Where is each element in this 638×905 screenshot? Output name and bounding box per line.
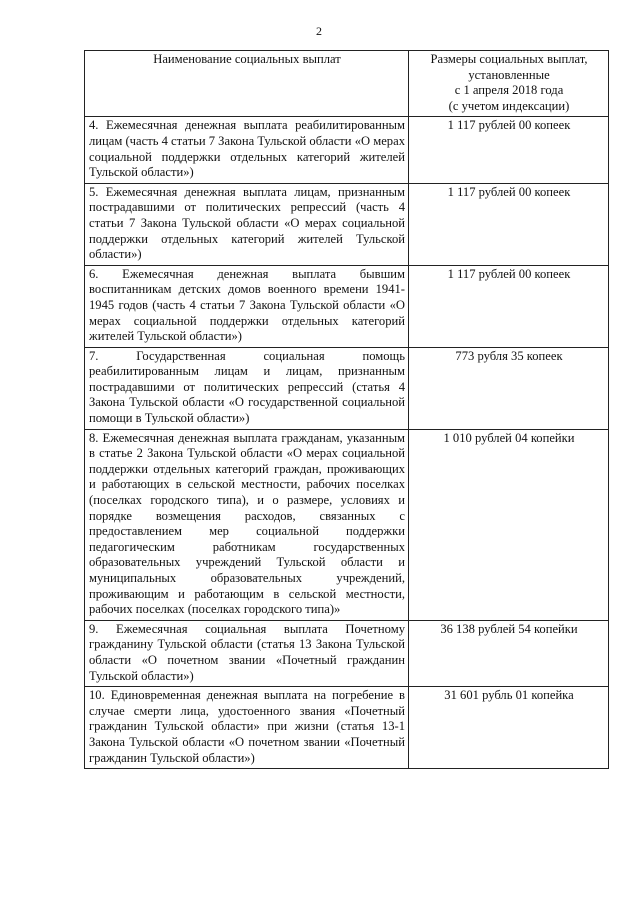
- payment-name: 6. Ежемесячная денежная выплата бывшим воспитанникам детских домов военного времени 1941-1945 годов (часть 4 статьи 7 Закона Тульской области «О мерах социальной поддержки отдельных категорий жителей Тульской области»): [85, 265, 409, 347]
- payment-amount: 1 117 рублей 00 копеек: [409, 117, 609, 183]
- header-amount-line: с 1 апреля 2018 года: [454, 83, 564, 98]
- payment-name: 9. Ежемесячная социальная выплата Почетному гражданину Тульской области (статья 13 Закона Тульской области «О почетном звании «Почетный гражданин Тульской области»): [85, 620, 409, 686]
- payment-amount: 773 рубля 35 копеек: [409, 347, 609, 429]
- payment-name: 5. Ежемесячная денежная выплата лицам, признанным пострадавшими от политических репрессий (часть 4 статьи 7 Закона Тульской области «О мерах социальной поддержки отдельных категорий жителей Тульской области»): [85, 183, 409, 265]
- page-number: 2: [316, 24, 322, 38]
- payment-name: 10. Единовременная денежная выплата на погребение в случае смерти лица, удостоенного звания «Почетный гражданин Тульской области» при жизни (статья 13-1 Закона Тульской области «О почетном звании «Почетный гражданин Тульской области»): [85, 687, 409, 769]
- table-row: [85, 687, 609, 769]
- payment-amount: 31 601 рубль 01 копейка: [409, 687, 609, 769]
- payment-name: 4. Ежемесячная денежная выплата реабилитированным лицам (часть 4 статьи 7 Закона Тульской области «О мерах социальной поддержки отдельных категорий жителей Тульской области»): [85, 117, 409, 183]
- table-row: [85, 265, 609, 347]
- social-payments-table: [84, 50, 609, 769]
- header-amount-line: установленные: [468, 67, 550, 82]
- payment-amount: 1 117 рублей 00 копеек: [409, 265, 609, 347]
- table-row: [85, 620, 609, 686]
- header-payment-amount: [409, 51, 609, 117]
- table-row: [85, 183, 609, 265]
- payment-amount: 36 138 рублей 54 копейки: [409, 620, 609, 686]
- payment-amount: 1 010 рублей 04 копейки: [409, 429, 609, 620]
- payment-name: 8. Ежемесячная денежная выплата гражданам, указанным в статье 2 Закона Тульской области «О мерах социальной поддержки отдельных категорий граждан, проживающих и работающих в сельской местности, рабочих поселках (поселках городского типа), и о размере, условиях и порядке возмещения расходов, связанных с предоставлением мер социальной поддержки педагогическим работникам государственных образовательных учреждений Тульской области и муниципальных образовательных учреждений, проживающим и работающим в сельской местности, рабочих поселках (поселках городского типа)»: [85, 429, 409, 620]
- header-payment-name: Наименование социальных выплат: [85, 51, 409, 117]
- table-row: [85, 117, 609, 183]
- header-amount-line: Размеры социальных выплат,: [430, 52, 588, 66]
- header-amount-line: (с учетом индексации): [448, 98, 570, 113]
- table-row: [85, 429, 609, 620]
- table-header-row: [85, 51, 609, 117]
- payment-name: 7. Государственная социальная помощь реабилитированным лицам и лицам, признанным пострадавшими от политических репрессий (статья 4 Закона Тульской области «О государственной социальной помощи в Тульской области»): [85, 347, 409, 429]
- payment-amount: 1 117 рублей 00 копеек: [409, 183, 609, 265]
- table-row: [85, 347, 609, 429]
